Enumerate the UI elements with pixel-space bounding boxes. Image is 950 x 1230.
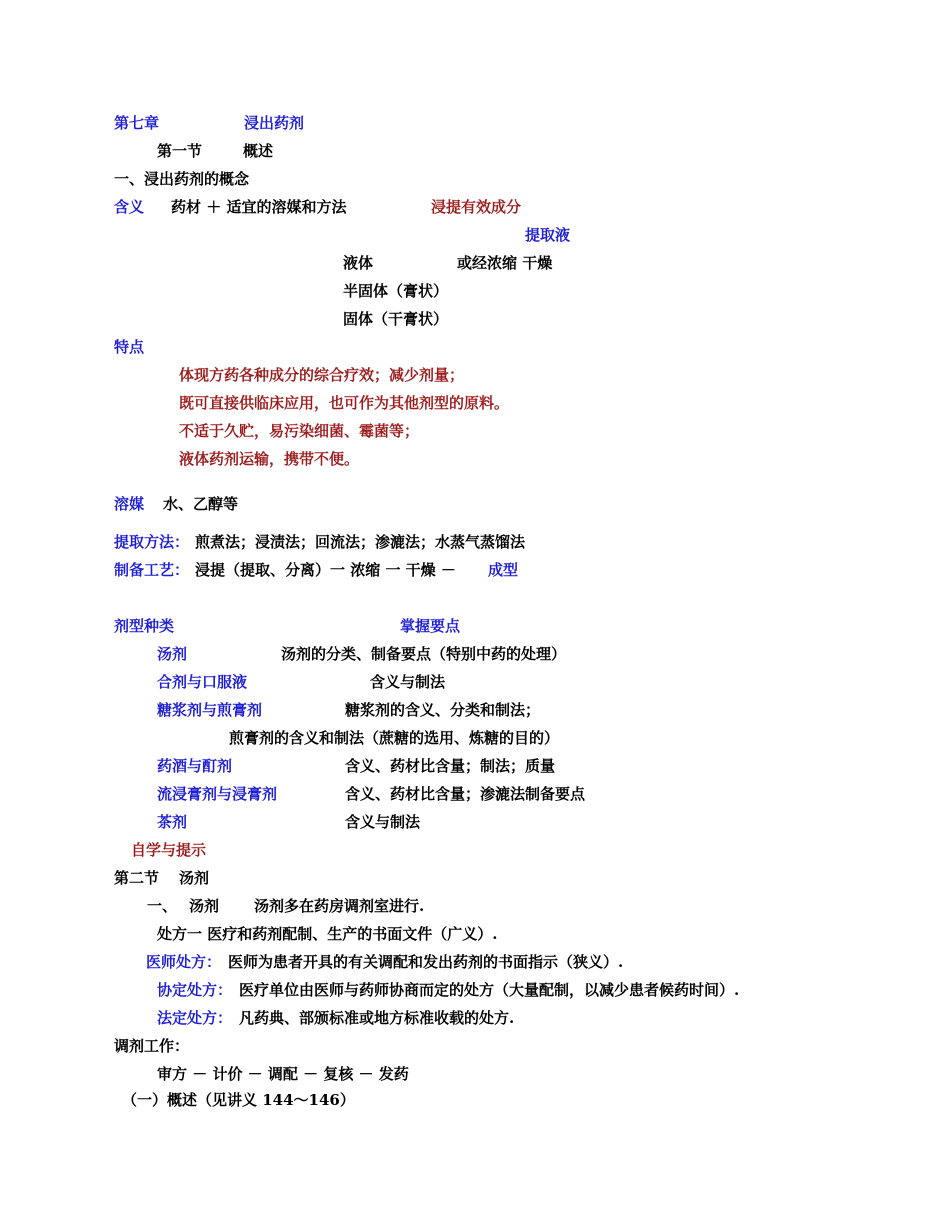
solvent-value: 水、乙醇等	[163, 495, 239, 513]
doctor-prescription-label: 医师处方：	[146, 953, 222, 971]
form-name: 汤剂	[157, 645, 188, 663]
process-end: 成型	[488, 561, 519, 579]
form-name: 流浸膏剂与浸膏剂	[157, 785, 278, 803]
methods-label: 提取方法：	[114, 533, 190, 551]
form-point: 含义与制法	[345, 813, 421, 831]
feature-item: 不适于久贮，易污染细菌、霉菌等；	[179, 422, 420, 440]
form-name: 药酒与酊剂	[157, 757, 233, 775]
methods-value: 煎煮法；浸渍法；回流法；渗漉法；水蒸气蒸馏法	[195, 533, 526, 551]
dispensing-label: 调剂工作：	[114, 1037, 190, 1055]
form-point: 含义、药材比含量；渗漉法制备要点	[345, 785, 586, 803]
chapter-title: 浸出药剂	[244, 114, 305, 132]
forms-header-points: 掌握要点	[400, 617, 461, 635]
forms-header-type: 剂型种类	[114, 617, 175, 635]
definition-liquid: 液体	[343, 254, 374, 272]
section2-label: 第二节	[114, 869, 160, 887]
section2-title: 汤剂	[179, 869, 210, 887]
self-study-note: 自学与提示	[131, 841, 207, 859]
dispensing-flow: 审方 － 计价 － 调配 － 复核 － 发药	[157, 1065, 409, 1083]
solvent-label: 溶媒	[114, 495, 145, 513]
concept-heading: 一、浸出药剂的概念	[114, 170, 250, 188]
feature-item: 体现方药各种成分的综合疗效；减少剂量；	[179, 366, 465, 384]
form-name: 糖浆剂与煎膏剂	[157, 701, 263, 719]
definition-label: 含义	[114, 198, 145, 216]
prescription-general: 处方一 医疗和药剂配制、生产的书面文件（广义）.	[157, 925, 498, 943]
decoction-desc: 汤剂多在药房调剂室进行.	[254, 897, 425, 915]
form-extra-point: 煎膏剂的含义和制法（蔗糖的选用、炼糖的目的）	[229, 729, 560, 747]
decoction-name: 汤剂	[189, 897, 220, 915]
agreed-prescription-label: 协定处方：	[157, 981, 233, 999]
agreed-prescription-text: 医疗单位由医师与药师协商而定的处方（大量配制，以减少患者候药时间）.	[239, 981, 740, 999]
definition-solid: 固体（干膏状）	[343, 310, 449, 328]
definition-extract: 提取液	[525, 226, 571, 244]
decoction-index: 一、	[147, 897, 178, 915]
process-label: 制备工艺：	[114, 561, 190, 579]
feature-item: 既可直接供临床应用，也可作为其他剂型的原料。	[179, 394, 510, 412]
doctor-prescription-text: 医师为患者开具的有关调配和发出药剂的书面指示（狭义）.	[228, 953, 624, 971]
features-label: 特点	[114, 338, 145, 356]
overview-heading: （一）概述（见讲义 144～146）	[122, 1091, 355, 1109]
form-point: 含义、药材比含量；制法；质量	[345, 757, 556, 775]
definition-result: 浸提有效成分	[431, 198, 522, 216]
process-value: 浸提（提取、分离）一 浓缩 一 干燥 －	[195, 561, 456, 579]
definition-semi-solid: 半固体（膏状）	[343, 282, 449, 300]
definition-further: 或经浓缩 干燥	[457, 254, 553, 272]
legal-prescription-label: 法定处方：	[157, 1009, 233, 1027]
form-name: 合剂与口服液	[157, 673, 248, 691]
definition-formula: 药材 ＋ 适宜的溶媒和方法	[171, 198, 347, 216]
chapter-number: 第七章	[114, 114, 160, 132]
form-point: 汤剂的分类、制备要点（特别中药的处理）	[281, 645, 567, 663]
section1-title: 概述	[243, 142, 274, 160]
form-point: 糖浆剂的含义、分类和制法；	[345, 701, 541, 719]
section1-label: 第一节	[157, 142, 203, 160]
feature-item: 液体药剂运输，携带不便。	[179, 450, 360, 468]
legal-prescription-text: 凡药典、部颁标准或地方标准收载的处方.	[239, 1009, 515, 1027]
form-name: 茶剂	[157, 813, 188, 831]
form-point: 含义与制法	[370, 673, 446, 691]
